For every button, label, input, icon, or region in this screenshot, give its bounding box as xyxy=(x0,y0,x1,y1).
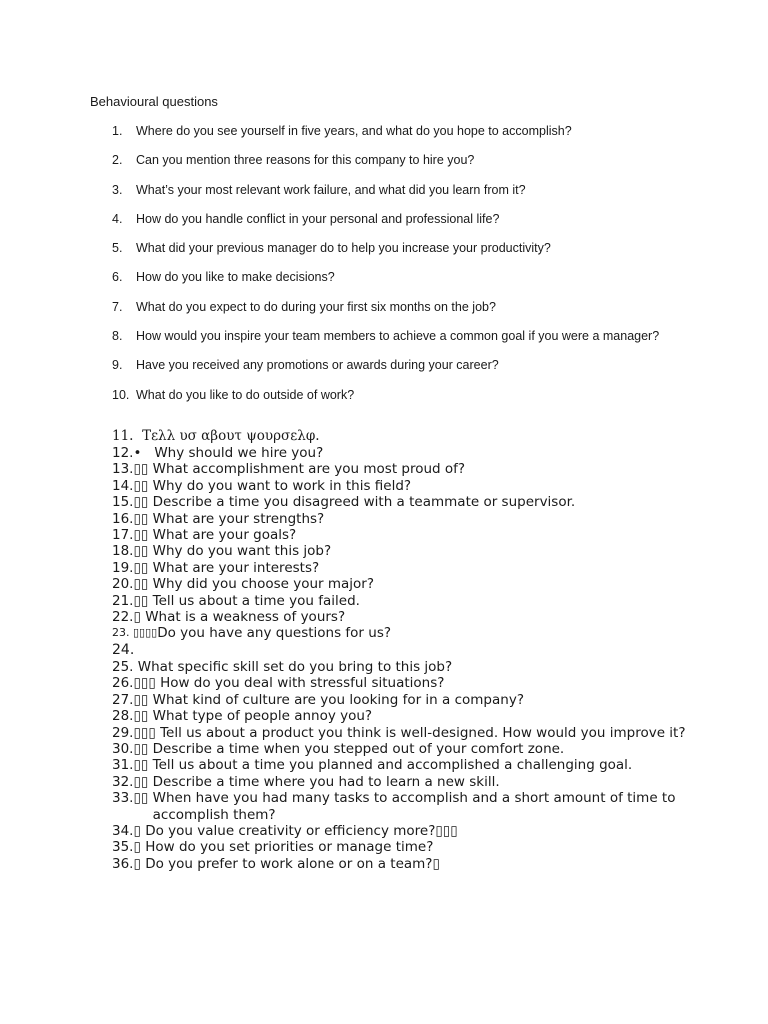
item-text: Describe a time when you stepped out of your comfort zone. xyxy=(152,740,565,757)
item-text: Tell us about a product you think is well-designed. How would you improve it? xyxy=(160,724,686,741)
item-text: What are your strengths? xyxy=(152,510,325,527)
item-text: Describe a time where you had to learn a new skill. xyxy=(152,773,500,790)
item-number: 33.▯▯ xyxy=(112,790,153,807)
item-text: What is a weakness of yours? xyxy=(145,609,346,626)
item-text: How do you like to make decisions? xyxy=(136,270,335,285)
item-number: 12.• xyxy=(112,445,155,461)
item-number: 36.▯ xyxy=(112,855,146,872)
behavioural-questions-list xyxy=(112,122,732,415)
list-item xyxy=(112,560,712,576)
item-text: What accomplishment are you most proud of? xyxy=(152,461,466,478)
list-item xyxy=(112,839,712,855)
list-item xyxy=(112,427,712,445)
item-text: What are your interests? xyxy=(152,559,320,576)
item-number: 11. xyxy=(112,428,143,444)
item-number: 24. xyxy=(112,641,135,658)
item-number: 34.▯ xyxy=(112,822,146,839)
list-item xyxy=(112,675,712,691)
item-number: 32.▯▯ xyxy=(112,773,153,790)
list-item xyxy=(112,708,712,724)
list-item xyxy=(112,298,732,327)
item-text: Tell us about a time you planned and accomplished a challenging goal. xyxy=(152,757,633,774)
item-text: Τελλ υσ αβουτ ψουρσελφ. xyxy=(142,428,320,444)
item-text: Have you received any promotions or awards during your career? xyxy=(136,358,499,373)
item-text xyxy=(134,642,712,659)
item-number: 18.▯▯ xyxy=(112,543,153,560)
item-number: 19.▯▯ xyxy=(112,559,153,576)
item-number: 15.▯▯ xyxy=(112,494,153,511)
item-text: Why do you want this job? xyxy=(152,543,332,560)
item-number: 31.▯▯ xyxy=(112,757,153,774)
item-number: 1. xyxy=(112,124,123,138)
item-number: 21.▯▯ xyxy=(112,592,153,609)
item-text: Do you have any questions for us? xyxy=(157,625,392,642)
list-item xyxy=(112,210,732,239)
list-item xyxy=(112,576,712,592)
item-number: 17.▯▯ xyxy=(112,527,153,544)
item-text: Where do you see yourself in five years, and what do you hope to accomplish? xyxy=(136,124,572,138)
item-number: 3. xyxy=(112,182,123,197)
item-number: 29.▯▯▯ xyxy=(112,724,161,741)
item-number: 20.▯▯ xyxy=(112,576,153,593)
item-text: What type of people annoy you? xyxy=(152,708,373,725)
item-number: 4. xyxy=(112,211,123,226)
item-number: 13.▯▯ xyxy=(112,461,153,478)
item-text: Describe a time you disagreed with a teammate or supervisor. xyxy=(152,494,576,511)
list-item xyxy=(112,445,712,461)
list-item xyxy=(112,386,732,415)
item-number: 30.▯▯ xyxy=(112,740,153,757)
list-item xyxy=(112,790,712,823)
item-text: When have you had many tasks to accomplish and a short amount of time to accomplish them? xyxy=(152,790,676,823)
item-text: How do you set priorities or manage time? xyxy=(145,839,434,856)
item-text: What are your goals? xyxy=(152,527,297,544)
list-item xyxy=(112,659,712,675)
item-text: What kind of culture are you looking for in a company? xyxy=(152,691,524,708)
section-heading: Behavioural questions xyxy=(90,94,218,109)
list-item xyxy=(112,151,732,180)
list-item xyxy=(112,741,712,757)
list-item xyxy=(112,823,712,839)
item-number: 35.▯ xyxy=(112,839,146,856)
item-text: What do you like to do outside of work? xyxy=(136,387,355,402)
item-text: What specific skill set do you bring to this job? xyxy=(137,658,453,675)
list-item xyxy=(112,181,732,210)
item-text: Why do you want to work in this field? xyxy=(152,477,412,494)
list-item xyxy=(112,692,712,708)
item-number: 7. xyxy=(112,299,123,314)
item-number: 25. xyxy=(112,658,138,675)
list-item xyxy=(112,642,712,659)
item-number: 26.▯▯▯ xyxy=(112,675,161,692)
list-item xyxy=(112,239,732,268)
item-number: 23. ▯▯▯▯ xyxy=(112,626,158,640)
item-text: Do you value creativity or efficiency more?▯▯▯ xyxy=(145,822,458,839)
item-number: 22.▯ xyxy=(112,609,146,626)
item-text: Why should we hire you? xyxy=(154,445,324,461)
item-text: What’s your most relevant work failure, and what did you learn from it? xyxy=(136,182,526,197)
list-item xyxy=(112,327,732,356)
item-text: Can you mention three reasons for this company to hire you? xyxy=(136,153,475,168)
list-item xyxy=(112,478,712,494)
item-text: What do you expect to do during your first six months on the job? xyxy=(136,299,496,314)
item-number: 2. xyxy=(112,153,123,168)
item-text: How do you deal with stressful situations? xyxy=(160,675,445,692)
item-text: How do you handle conflict in your personal and professional life? xyxy=(136,211,500,226)
item-text: Tell us about a time you failed. xyxy=(152,592,360,609)
list-item xyxy=(112,774,712,790)
item-text: Why did you choose your major? xyxy=(152,576,375,593)
item-text: How would you inspire your team members to achieve a common goal if you were a manager? xyxy=(136,329,660,344)
list-item xyxy=(112,268,732,297)
list-item xyxy=(112,543,712,559)
list-item xyxy=(112,625,712,641)
list-item xyxy=(112,494,712,510)
item-number: 9. xyxy=(112,358,123,373)
list-item xyxy=(112,356,732,385)
list-item xyxy=(112,593,712,609)
interview-questions-list xyxy=(112,427,712,872)
list-item xyxy=(112,609,712,625)
list-item xyxy=(112,856,712,872)
item-number: 5. xyxy=(112,241,123,256)
item-number: 28.▯▯ xyxy=(112,708,153,725)
list-item xyxy=(112,757,712,773)
item-number: 8. xyxy=(112,329,123,344)
item-number: 6. xyxy=(112,270,123,285)
item-number: 27.▯▯ xyxy=(112,691,153,708)
list-item xyxy=(112,511,712,527)
list-item xyxy=(112,122,732,151)
item-number: 14.▯▯ xyxy=(112,477,153,494)
item-number: 10. xyxy=(112,387,130,402)
list-item xyxy=(112,725,712,741)
item-number: 16.▯▯ xyxy=(112,510,153,527)
item-text: Do you prefer to work alone or on a team?▯ xyxy=(145,855,440,872)
list-item xyxy=(112,527,712,543)
item-text: What did your previous manager do to help you increase your productivity? xyxy=(136,241,551,256)
list-item xyxy=(112,461,712,477)
